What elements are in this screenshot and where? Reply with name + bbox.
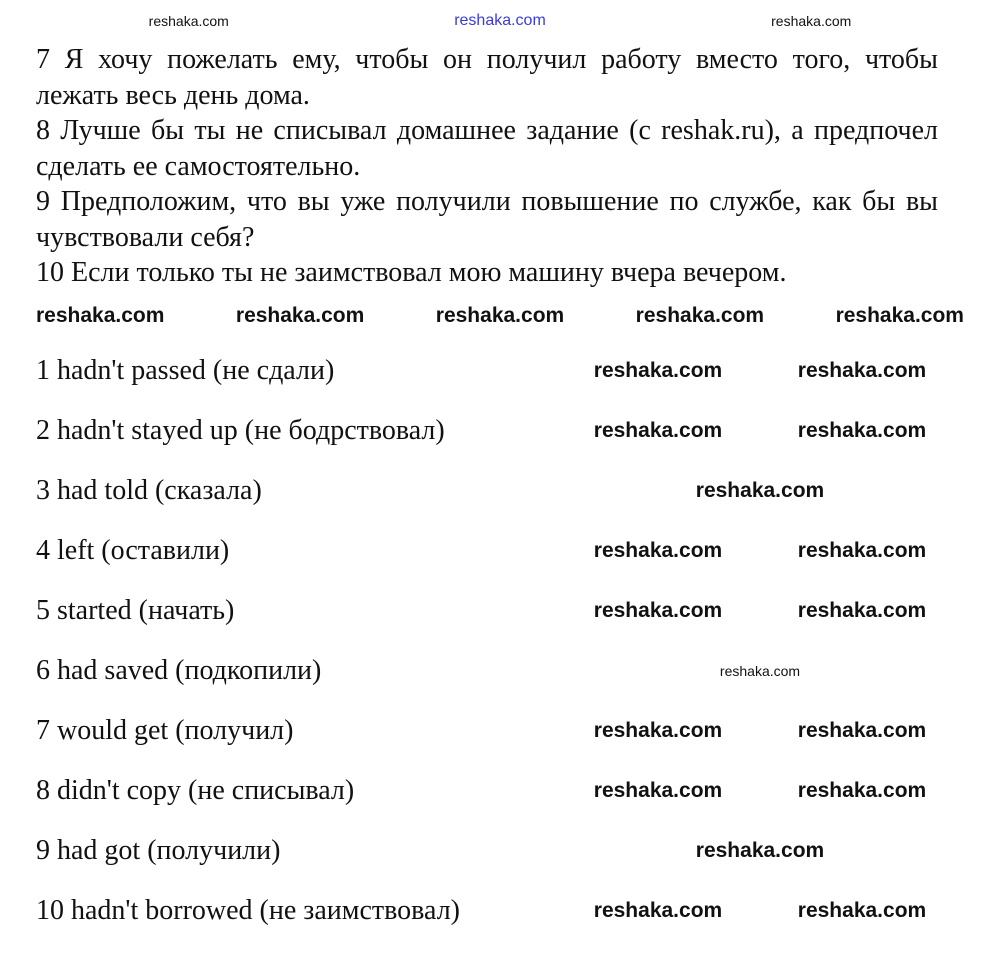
- watermark: reshaka.com: [797, 718, 927, 742]
- watermark-slot: [556, 779, 964, 803]
- answer-row: [36, 461, 964, 521]
- watermark: reshaka.com: [593, 538, 723, 562]
- answer-row: [36, 521, 964, 581]
- watermark: reshaka.com: [593, 778, 723, 802]
- watermark: reshaka.com: [797, 418, 927, 442]
- answer-row: [36, 761, 964, 821]
- watermark: reshaka.com: [235, 303, 365, 327]
- answer-10: 10 hadn't borrowed (не заимствовал): [36, 894, 460, 926]
- answer-9: 9 had got (получили): [36, 834, 281, 866]
- answer-row: [36, 401, 964, 461]
- answer-row: [36, 821, 964, 881]
- watermark: reshaka.com: [148, 13, 229, 29]
- watermark-slot: [556, 659, 964, 683]
- watermark: reshaka.com: [593, 418, 723, 442]
- watermark-slot: [556, 479, 964, 503]
- watermark-strip-middle: [36, 291, 964, 341]
- watermark: reshaka.com: [695, 838, 825, 862]
- answer-row: [36, 641, 964, 701]
- watermark-slot: [556, 899, 964, 923]
- watermark: reshaka.com: [771, 13, 852, 29]
- watermark: reshaka.com: [593, 358, 723, 382]
- watermark-slot: [556, 599, 964, 623]
- answer-6: 6 had saved (подкопили): [36, 654, 322, 686]
- watermark: reshaka.com: [797, 358, 927, 382]
- watermark: reshaka.com: [797, 898, 927, 922]
- answer-5: 5 started (начать): [36, 594, 235, 626]
- answer-row: [36, 881, 964, 941]
- question-10: 10 Если только ты не заимствовал мою машину вчера вечером.: [36, 257, 787, 288]
- watermark: reshaka.com: [36, 303, 165, 327]
- watermark: reshaka.com: [454, 12, 546, 29]
- watermark: reshaka.com: [719, 662, 801, 679]
- answer-3: 3 had told (сказала): [36, 474, 262, 506]
- watermark: reshaka.com: [835, 303, 964, 327]
- answers-list: [36, 341, 964, 941]
- answer-row: [36, 341, 964, 401]
- watermark: reshaka.com: [593, 598, 723, 622]
- watermark: reshaka.com: [593, 718, 723, 742]
- answer-2: 2 hadn't stayed up (не бодрствовал): [36, 414, 445, 446]
- watermark: reshaka.com: [797, 538, 927, 562]
- watermark-slot: [556, 359, 964, 383]
- questions-block: [36, 42, 938, 291]
- watermark: reshaka.com: [695, 478, 825, 502]
- watermark: reshaka.com: [797, 778, 927, 802]
- watermark-slot: [556, 719, 964, 743]
- watermark: reshaka.com: [593, 898, 723, 922]
- answer-1: 1 hadn't passed (не сдали): [36, 354, 335, 386]
- watermark: reshaka.com: [635, 303, 765, 327]
- answer-8: 8 didn't copy (не списывал): [36, 774, 355, 806]
- watermark: reshaka.com: [797, 598, 927, 622]
- answer-row: [36, 701, 964, 761]
- watermark: reshaka.com: [435, 303, 565, 327]
- answer-row: [36, 581, 964, 641]
- question-8: 8 Лучше бы ты не списывал домашнее задание (с reshak.ru), а предпочел сделать ее самостоятельно.: [36, 115, 938, 182]
- answer-7: 7 would get (получил): [36, 714, 294, 746]
- answer-4: 4 left (оставили): [36, 534, 230, 566]
- question-7: 7 Я хочу пожелать ему, чтобы он получил работу вместо того, чтобы лежать весь день дома.: [36, 44, 938, 111]
- watermark-slot: [556, 839, 964, 863]
- watermark-slot: [556, 539, 964, 563]
- watermark-slot: [556, 419, 964, 443]
- watermark-strip-top: [36, 0, 964, 42]
- question-9: 9 Предположим, что вы уже получили повышение по службе, как бы вы чувствовали себя?: [36, 186, 938, 253]
